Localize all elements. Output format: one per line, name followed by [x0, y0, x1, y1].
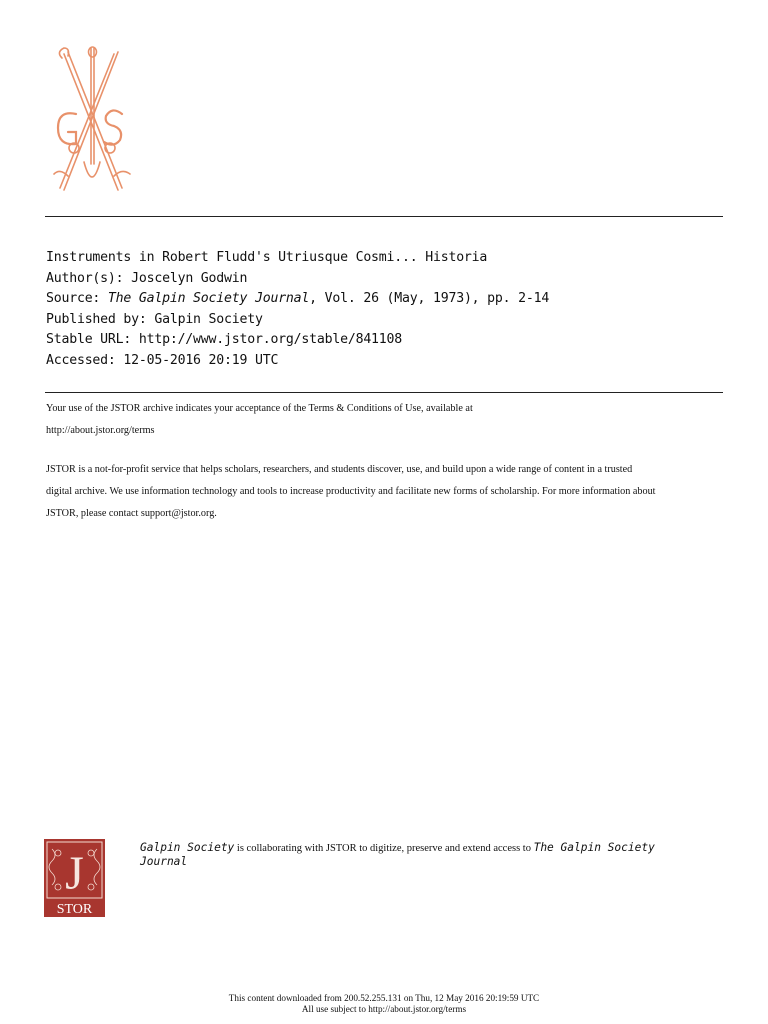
jstor-description-line-2: digital archive. We use information technology and tools to increase productivity and facilitate new forms of scholarship. For more information about [46, 486, 656, 497]
publisher-label: Published by: [46, 311, 155, 327]
collab-middle: is collaborating with JSTOR to digitize, preserve and extend access to [234, 843, 534, 854]
stable-url-line [46, 330, 726, 351]
svg-text:J: J [65, 847, 84, 900]
stable-url-label: Stable URL: [46, 332, 139, 348]
source-label: Source: [46, 291, 108, 307]
bottom-divider [45, 392, 723, 393]
jstor-description [46, 459, 736, 525]
jstor-description-line-3: JSTOR, please contact support@jstor.org. [46, 508, 217, 519]
terms-notice-text: Your use of the JSTOR archive indicates your acceptance of the Terms & Conditions of Use, available at [46, 403, 473, 414]
source-details: , Vol. 26 (May, 1973), pp. 2-14 [309, 291, 550, 307]
terms-notice [46, 398, 736, 442]
footer-line-1: This content downloaded from 200.52.255.131 on Thu, 12 May 2016 20:19:59 UTC [228, 993, 540, 1003]
article-title: Instruments in Robert Fludd's Utriusque Cosmi... Historia [46, 250, 488, 265]
accessed-line [46, 351, 726, 372]
stable-url-link[interactable]: http://www.jstor.org/stable/841108 [138, 332, 403, 348]
download-footer [0, 993, 768, 1015]
collab-journal-1: The Galpin Society [533, 841, 655, 854]
author-label: Author(s): [46, 270, 132, 286]
jstor-logo-icon [44, 839, 105, 917]
accessed-date: 12-05-2016 20:19 UTC [123, 352, 279, 368]
jstor-description-line-1: JSTOR is a not-for-profit service that helps scholars, researchers, and students discover, use, and build upon a wide range of content in a trusted [46, 464, 633, 475]
author-name: Joscelyn Godwin [131, 270, 248, 286]
publisher-line [46, 310, 726, 331]
terms-link[interactable]: http://about.jstor.org/terms [46, 425, 155, 436]
collab-org: Galpin Society [140, 841, 235, 854]
footer-line-2: All use subject to http://about.jstor.org/terms [301, 1004, 467, 1014]
source-journal: The Galpin Society Journal [107, 291, 310, 307]
author-line [46, 269, 726, 290]
collab-journal-2: Journal [140, 855, 188, 868]
collaboration-statement [140, 841, 700, 869]
jstor-logo-text: STOR [56, 902, 93, 917]
publisher-name: Galpin Society [154, 311, 263, 327]
accessed-label: Accessed: [46, 352, 124, 368]
top-divider [45, 216, 723, 217]
article-metadata [46, 248, 726, 372]
source-line [46, 289, 726, 310]
galpin-society-emblem-icon [44, 44, 140, 200]
